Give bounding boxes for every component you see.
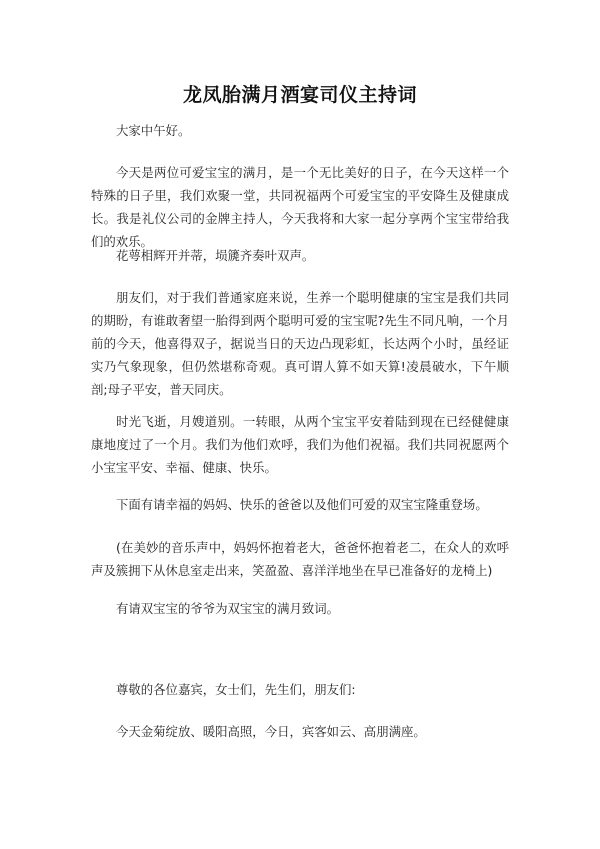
document-title: 龙凤胎满月酒宴司仪主持词 <box>182 84 417 106</box>
paragraph-stage-direction: (在美妙的音乐声中，妈妈怀抱着老大，爸爸怀抱着老二，在众人的欢呼声及簇拥下从休息室走出来，笑盈盈、喜洋洋地坐在早已准备好的龙椅上) <box>91 540 509 578</box>
paragraph-address-guests: 尊敬的各位嘉宾，女士们，先生们，朋友们: <box>116 682 356 697</box>
paragraph-time-flies: 时光飞逝，月嫂道别。一转眼，从两个宝宝平安着陆到现在已经健健康康地度过了一个月。我们为他们欢呼，我们为他们祝福。我们共同祝愿两个小宝宝平安、幸福、健康、快乐。 <box>91 414 509 475</box>
paragraph-friends: 朋友们，对于我们普通家庭来说，生养一个聪明健康的宝宝是我们共同的期盼，有谁敢奢望一胎得到两个聪明可爱的宝宝呢?先生不同凡响，一个月前的今天，他喜得双子，据说当日的天边凸现彩虹，长达两个小时，虽经证实乃气象现象，但仍然堪称奇观。真可谓人算不如天算!凌晨破水，下午顺剖;母子平安，普天同庆。 <box>91 290 509 397</box>
paragraph-introduction: 今天是两位可爱宝宝的满月，是一个无比美好的日子，在今天这样一个特殊的日子里，我们欢聚一堂，共同祝福两个可爱宝宝的平安降生及健康成长。我是礼仪公司的金牌主持人，今天我将和大家一起分享两个宝宝带给我们的欢乐。 <box>91 165 509 249</box>
paragraph-invite-parents: 下面有请幸福的妈妈、快乐的爸爸以及他们可爱的双宝宝隆重登场。 <box>116 497 488 512</box>
paragraph-greeting: 大家中午好。 <box>116 123 191 138</box>
paragraph-opening-line: 今天金菊绽放、暖阳高照，今日，宾客如云、高朋满座。 <box>116 724 426 739</box>
paragraph-invite-grandfather: 有请双宝宝的爷爷为双宝宝的满月致词。 <box>116 601 340 616</box>
paragraph-couplet: 花萼相辉开并蒂，埙篪齐奏叶双声。 <box>116 248 315 263</box>
